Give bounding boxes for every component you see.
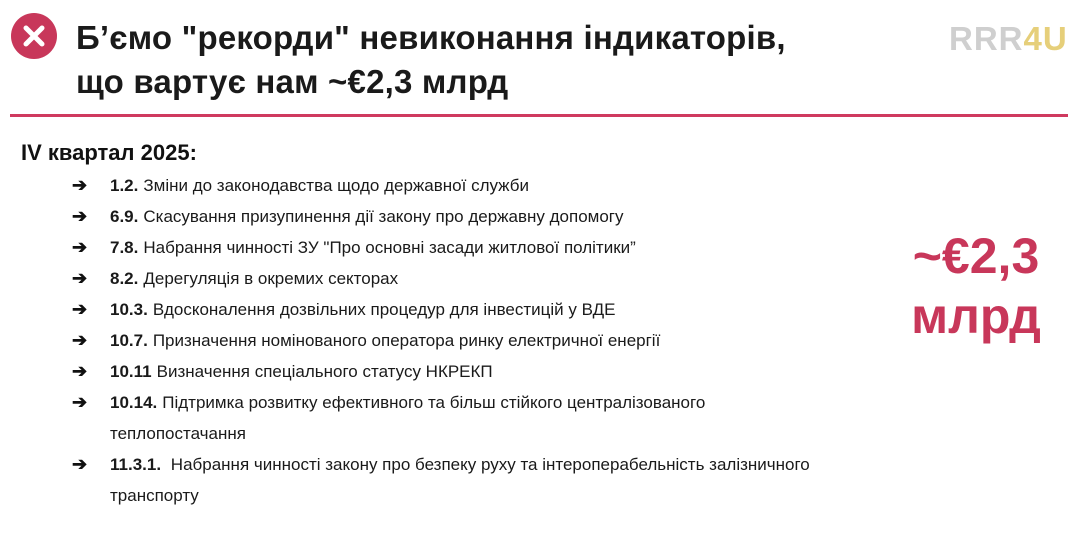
item-text-continuation: транспорту — [110, 486, 199, 505]
list-item — [72, 449, 930, 511]
total-amount — [896, 226, 1056, 346]
indicator-list — [72, 170, 930, 511]
item-number: 10.3. — [110, 300, 148, 319]
list-item — [72, 356, 930, 387]
item-text: Підтримка розвитку ефективного та більш стійкого централізованого — [162, 393, 706, 412]
arrow-right-icon: ➔ — [72, 206, 88, 226]
brand-logo — [949, 20, 1068, 58]
item-number: 10.11 — [110, 362, 152, 381]
list-item — [72, 232, 930, 263]
arrow-right-icon: ➔ — [72, 392, 88, 412]
item-text: Зміни до законодавства щодо державної служби — [143, 176, 529, 195]
item-number: 6.9. — [110, 207, 139, 226]
arrow-right-icon: ➔ — [72, 454, 88, 474]
list-item — [72, 170, 930, 201]
item-text: Дерегуляція в окремих секторах — [143, 269, 399, 288]
item-number: 8.2. — [110, 269, 139, 288]
item-text: Визначення спеціального статусу НКРЕКП — [156, 362, 493, 381]
item-number: 10.14. — [110, 393, 158, 412]
item-text-continuation: теплопостачання — [110, 424, 246, 443]
item-text: Набрання чинності закону про безпеку руху та інтероперабельність залізничного — [166, 455, 810, 474]
page-title — [76, 16, 786, 104]
item-text: Вдосконалення дозвільних процедур для інвестицій у ВДЕ — [152, 300, 616, 319]
list-item — [72, 294, 930, 325]
list-item — [72, 263, 930, 294]
arrow-right-icon: ➔ — [72, 175, 88, 195]
item-number: 11.3.1. — [110, 455, 162, 474]
arrow-right-icon: ➔ — [72, 268, 88, 288]
title-line-2: що вартує нам ~€2,3 млрд — [76, 63, 509, 100]
close-x-icon — [11, 13, 57, 59]
title-line-1: Б’ємо "рекорди" невиконання індикаторів, — [76, 19, 786, 56]
list-item — [72, 387, 930, 449]
arrow-right-icon: ➔ — [72, 330, 88, 350]
item-text: Призначення номінованого оператора ринку електричної енергії — [152, 331, 661, 350]
total-amount-value: ~€2,3 — [912, 228, 1040, 284]
item-number: 7.8. — [110, 238, 139, 257]
section-title: IV квартал 2025: — [21, 140, 197, 165]
brand-logo-rrr: RRR — [949, 20, 1024, 57]
header-divider — [10, 114, 1068, 117]
item-text: Скасування призупинення дії закону про державну допомогу — [143, 207, 624, 226]
arrow-right-icon: ➔ — [72, 361, 88, 381]
list-item — [72, 201, 930, 232]
item-number: 10.7. — [110, 331, 148, 350]
item-number: 1.2. — [110, 176, 139, 195]
list-item — [72, 325, 930, 356]
item-text: Набрання чинності ЗУ "Про основні засади житлової політики” — [143, 238, 636, 257]
arrow-right-icon: ➔ — [72, 299, 88, 319]
total-amount-unit: млрд — [911, 288, 1041, 344]
brand-logo-4u: 4U — [1023, 20, 1068, 57]
arrow-right-icon: ➔ — [72, 237, 88, 257]
